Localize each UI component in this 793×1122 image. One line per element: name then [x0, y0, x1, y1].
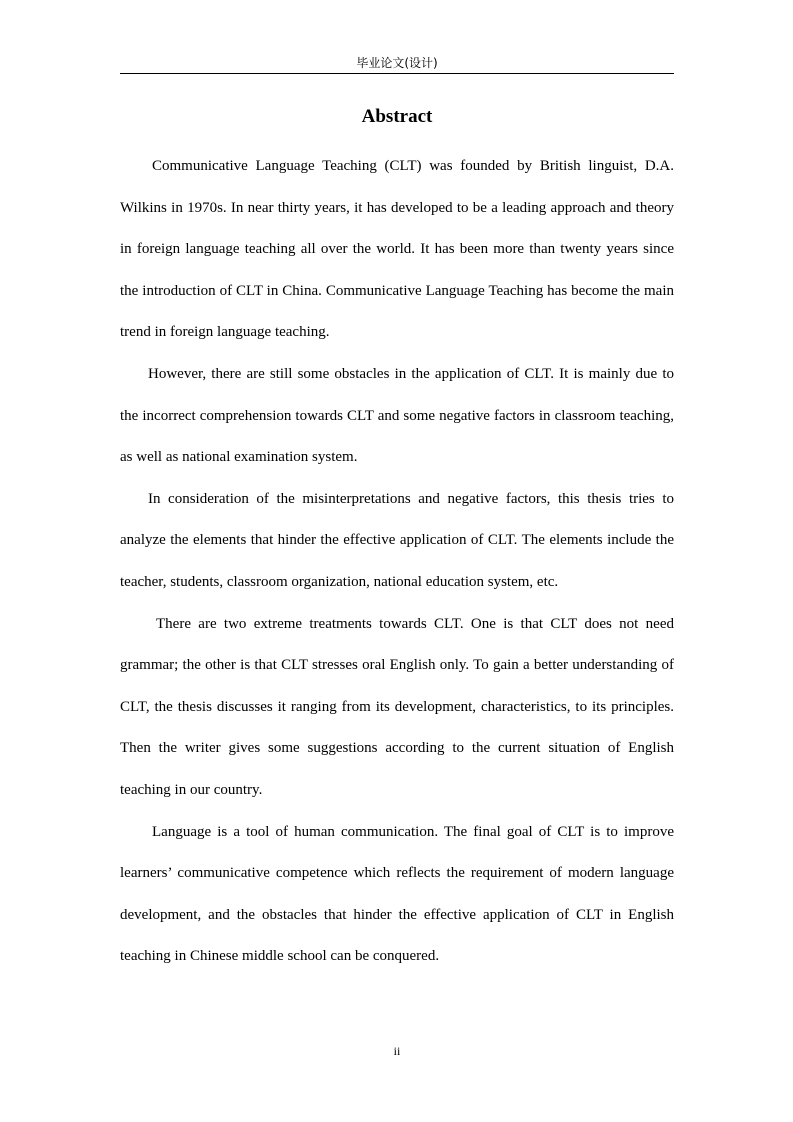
abstract-paragraph-5: Language is a tool of human communication. The final goal of CLT is to improve learners’ communicative competence which reflects the requirement of modern language development, and the obstacles that hinder the effective application of CLT in English teaching in Chinese middle school can be conquered. [120, 823, 674, 965]
abstract-paragraph-2: However, there are still some obstacles in the application of CLT. It is mainly due to the incorrect comprehension towards CLT and some negative factors in classroom teaching, as well as national examination system. [120, 365, 674, 466]
abstract-title: Abstract [361, 106, 433, 127]
abstract-paragraph-1: Communicative Language Teaching (CLT) was founded by British linguist, D.A. Wilkins in 1970s. In near thirty years, it has developed to be a leading approach and theory in foreign language teaching all over the world. It has been more than twenty years since the introduction of CLT in China. Communicative Language Teaching has become the main trend in foreign language teaching. [120, 158, 674, 341]
page-number: ii [393, 1044, 401, 1058]
header-rule [120, 73, 674, 74]
abstract-paragraph-4: There are two extreme treatments towards CLT. One is that CLT does not need grammar; the other is that CLT stresses oral English only. To gain a better understanding of CLT, the thesis discusses it ranging from its development, characteristics, to its principles. Then the writer gives some suggestions according to the current situation of English teaching in our country. [120, 615, 674, 798]
abstract-body [120, 146, 674, 978]
abstract-paragraph-3: In consideration of the misinterpretations and negative factors, this thesis tries to analyze the elements that hinder the effective application of CLT. The elements include the teacher, students, classroom organization, national education system, etc. [120, 490, 674, 590]
running-header: 毕业论文(设计) [356, 56, 438, 70]
